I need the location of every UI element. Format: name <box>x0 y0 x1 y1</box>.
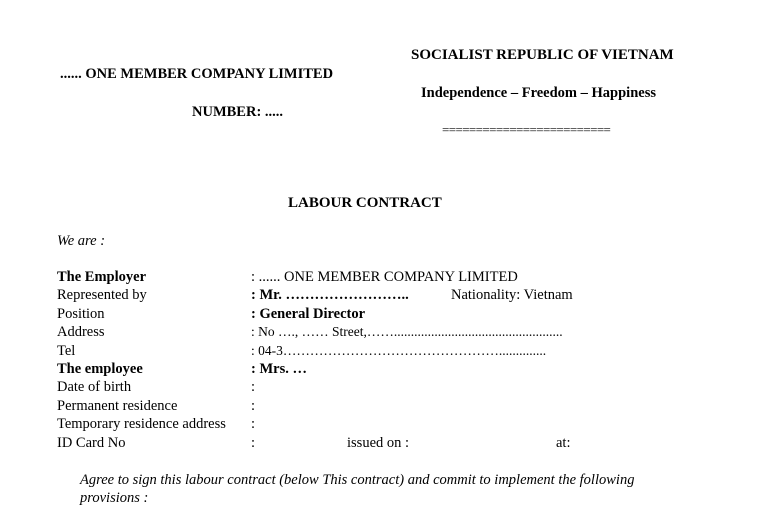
id-card-value: : <box>251 435 256 451</box>
represented-by-label: Represented by <box>57 287 147 303</box>
temporary-residence-value: : <box>251 416 256 432</box>
dob-label: Date of birth <box>57 379 132 395</box>
employee-label: The employee <box>57 361 143 377</box>
issued-at-text: at: <box>556 435 571 451</box>
employer-label: The Employer <box>57 269 147 285</box>
tel-label: Tel <box>57 343 76 359</box>
agreement-line-1: Agree to sign this labour contract (below This contract) and commit to implement the following <box>80 472 635 488</box>
employee-value: : Mrs. … <box>251 361 307 377</box>
position-value: : General Director <box>251 306 366 322</box>
issued-on-text: issued on : <box>347 435 410 451</box>
temporary-residence-label: Temporary residence address <box>57 416 226 432</box>
id-card-label: ID Card No <box>57 435 126 451</box>
permanent-residence-value: : <box>251 398 256 414</box>
dob-value: : <box>251 379 256 395</box>
represented-by-value: : Mr. …………………….. <box>251 287 409 303</box>
contract-title: LABOUR CONTRACT <box>288 195 442 211</box>
company-name-header: ...... ONE MEMBER COMPANY LIMITED <box>60 66 334 82</box>
employer-value: : ...... ONE MEMBER COMPANY LIMITED <box>251 269 518 285</box>
document-number: NUMBER: ..... <box>192 104 284 120</box>
national-motto: Independence – Freedom – Happiness <box>421 85 656 101</box>
address-value: : No …., …… Street,…….................................................. <box>251 324 563 339</box>
header-separator: ========================= <box>442 122 611 137</box>
republic-heading: SOCIALIST REPUBLIC OF VIETNAM <box>411 47 674 63</box>
intro-text: We are : <box>57 233 106 249</box>
nationality-text: Nationality: Vietnam <box>451 287 573 303</box>
address-label: Address <box>57 324 105 340</box>
permanent-residence-label: Permanent residence <box>57 398 178 414</box>
agreement-line-2: provisions : <box>80 490 149 506</box>
position-label: Position <box>57 306 105 322</box>
tel-value: : 04-3………………………………………….............. <box>251 343 547 358</box>
